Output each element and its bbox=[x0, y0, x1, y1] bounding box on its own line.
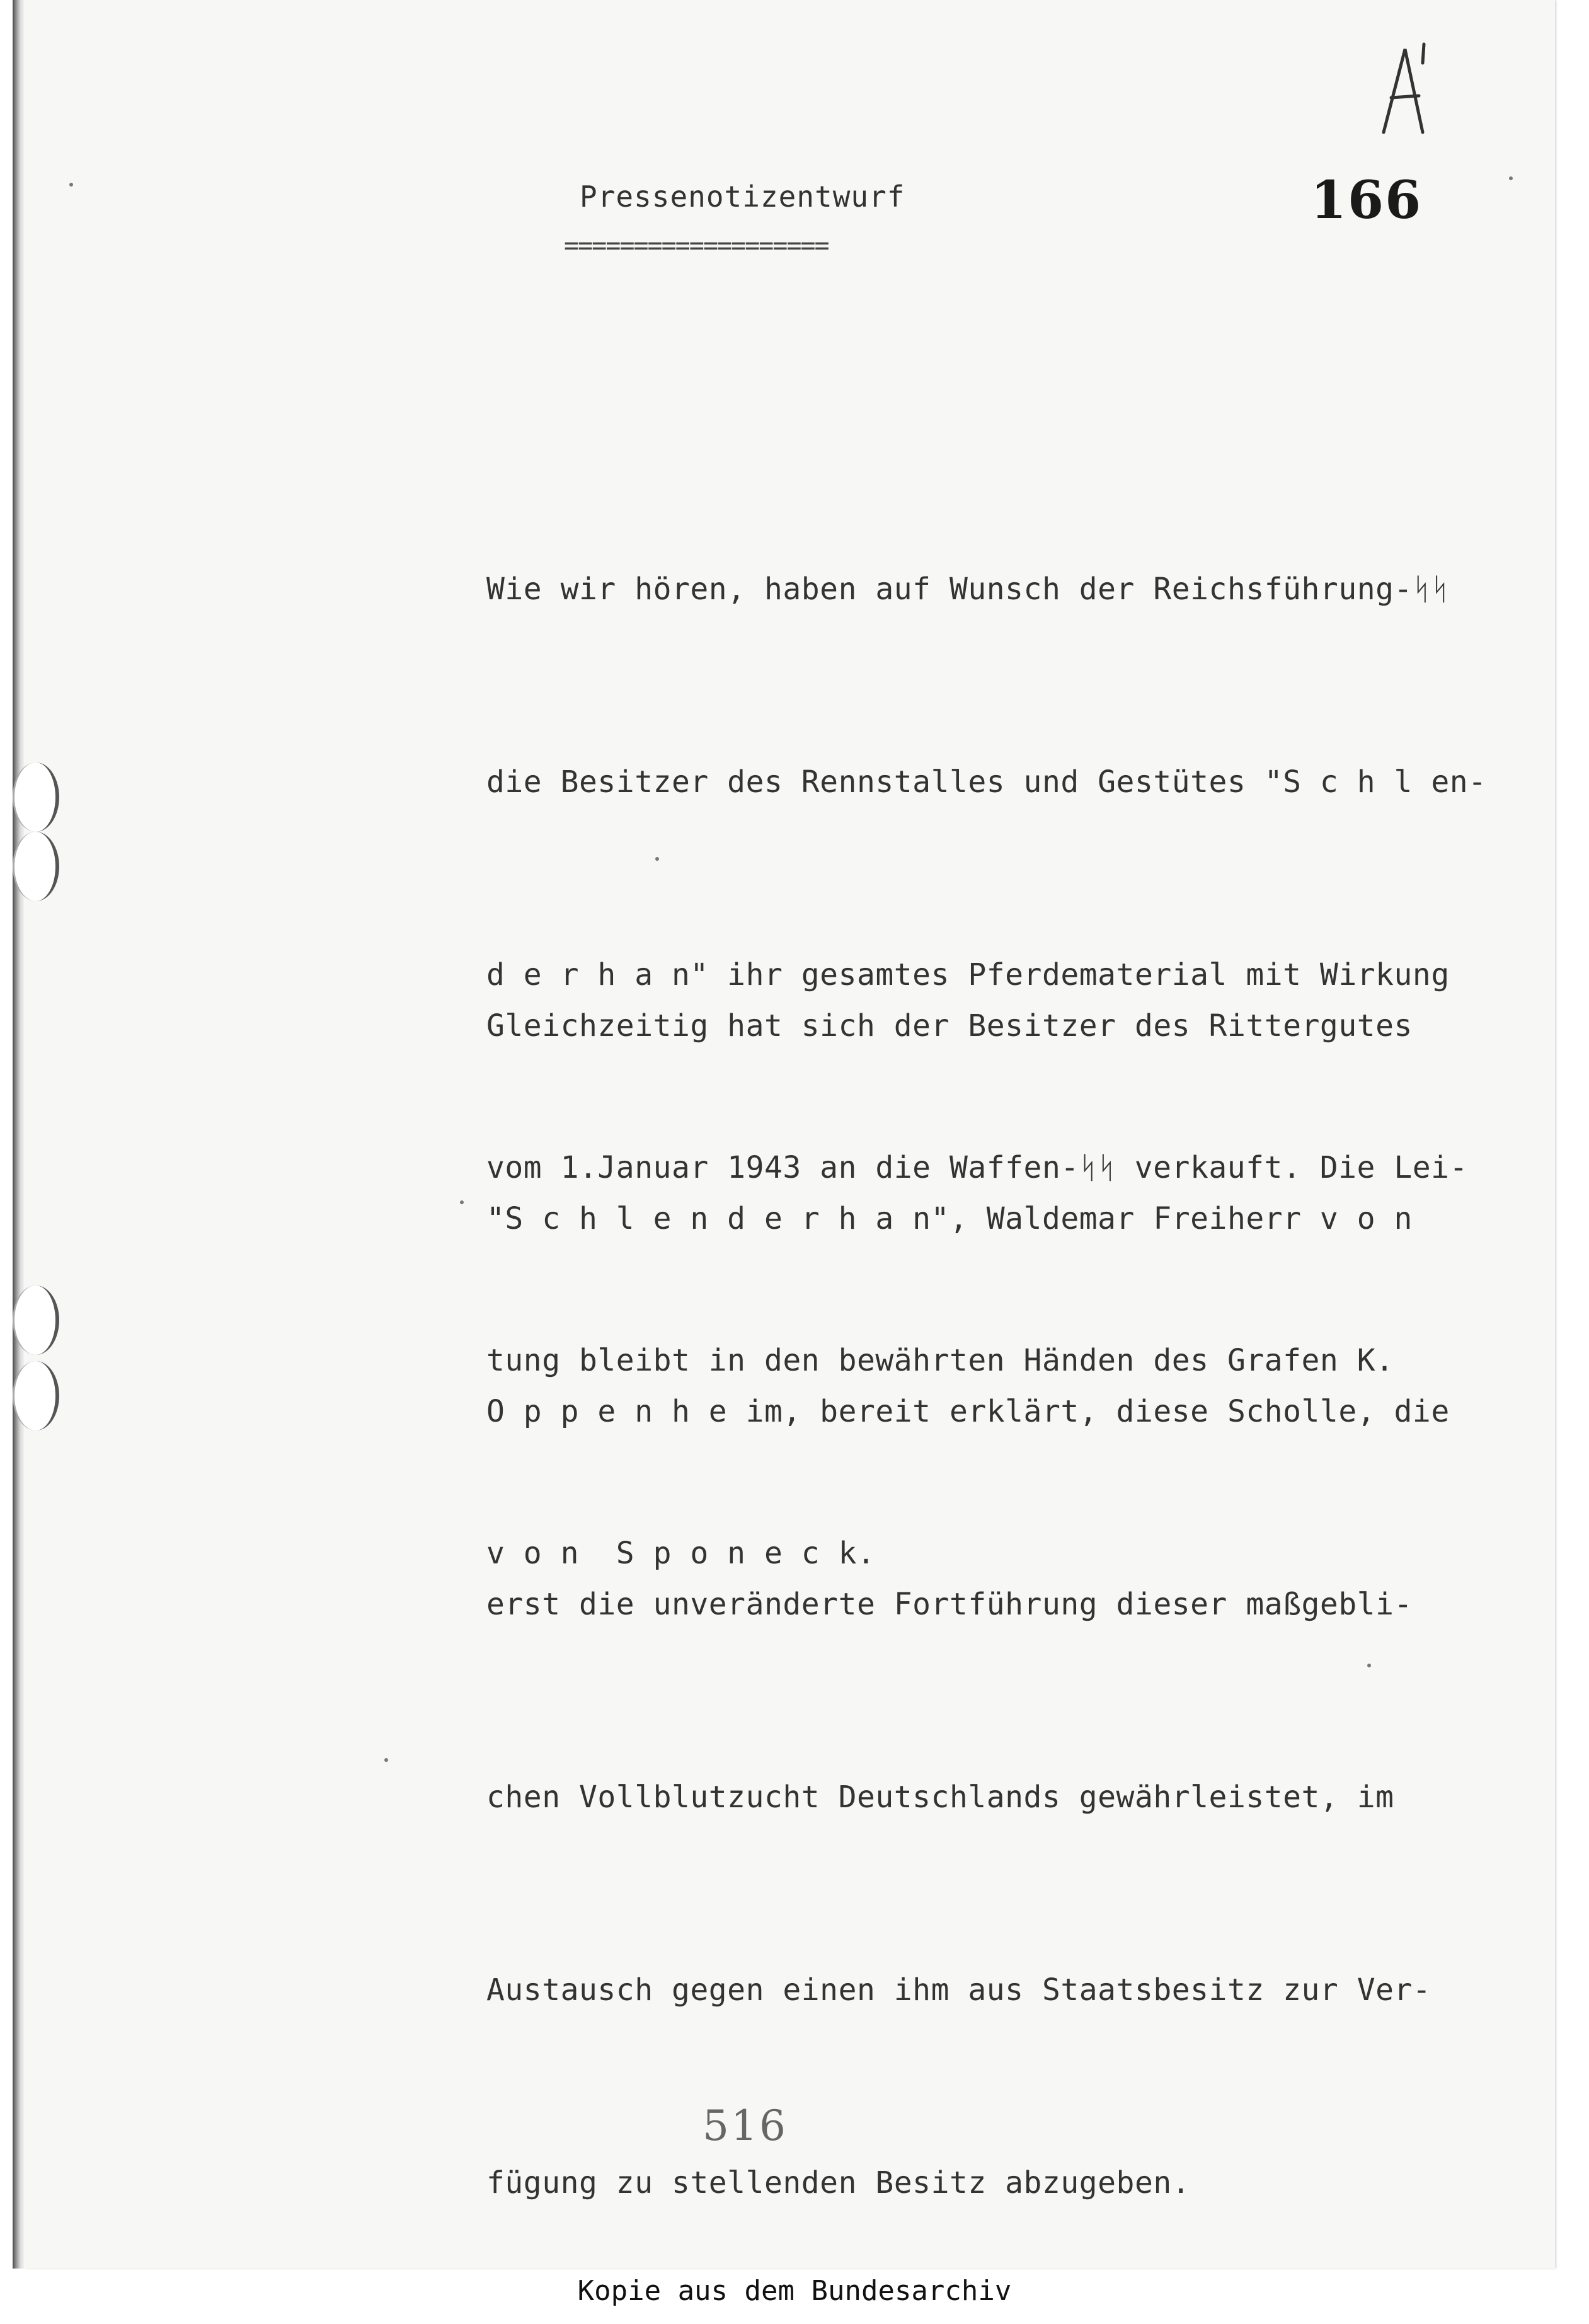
paragraph-2-line: erst die unveränderte Fortführung dieser maßgebli- bbox=[486, 1587, 1413, 1622]
punch-hole bbox=[13, 1361, 59, 1430]
paper-speck bbox=[1367, 1664, 1371, 1667]
paragraph-1-line: Wie wir hören, haben auf Wunsch der Reichsführung-ᛋᛋ bbox=[486, 572, 1450, 607]
title-underline: =================== bbox=[564, 231, 829, 260]
punch-hole bbox=[13, 1286, 59, 1355]
paper-speck bbox=[384, 1758, 388, 1762]
page-number: 516 bbox=[703, 2102, 788, 2150]
punch-hole bbox=[13, 762, 59, 832]
paragraph-2-line: Austausch gegen einen ihm aus Staatsbesitz zur Ver- bbox=[486, 1972, 1431, 2008]
page-title: Pressenotizentwurf bbox=[580, 180, 905, 214]
paper-speck bbox=[460, 1200, 464, 1204]
paragraph-2-line: O p p e n h e im, bereit erklärt, diese Scholle, die bbox=[486, 1394, 1450, 1429]
paragraph-2 bbox=[486, 865, 1450, 2279]
paragraph-1-line: v o n S p o n e c k. bbox=[486, 1536, 876, 1571]
folio-stamp-number: 166 bbox=[1311, 170, 1423, 231]
paper-speck bbox=[1509, 176, 1513, 180]
paragraph-2-line: fügung zu stellenden Besitz abzugeben. bbox=[486, 2165, 1191, 2200]
paragraph-1-line: die Besitzer des Rennstalles und Gestütes "S c h l en- bbox=[486, 764, 1487, 800]
paragraph-2-line: chen Vollblutzucht Deutschlands gewährleistet, im bbox=[486, 1780, 1394, 1815]
archive-footer: Kopie aus dem Bundesarchiv bbox=[577, 2275, 1012, 2307]
paragraph-2-line: "S c h l e n d e r h a n", Waldemar Freiherr v o n bbox=[486, 1201, 1413, 1236]
paragraph-1-line: vom 1.Januar 1943 an die Waffen-ᛋᛋ verkauft. Die Lei- bbox=[486, 1150, 1468, 1185]
handwritten-mark-icon bbox=[1372, 38, 1442, 139]
paper-speck bbox=[655, 857, 659, 861]
paragraph-1-line: tung bleibt in den bewährten Händen des Grafen K. bbox=[486, 1343, 1394, 1378]
paragraph-2-line: Gleichzeitig hat sich der Besitzer des Rittergutes bbox=[486, 1008, 1413, 1044]
punch-hole bbox=[13, 832, 59, 901]
paragraph-1-line: d e r h a n" ihr gesamtes Pferdematerial mit Wirkung bbox=[486, 957, 1450, 992]
binder-edge bbox=[13, 0, 24, 2269]
paper-speck bbox=[69, 183, 73, 187]
